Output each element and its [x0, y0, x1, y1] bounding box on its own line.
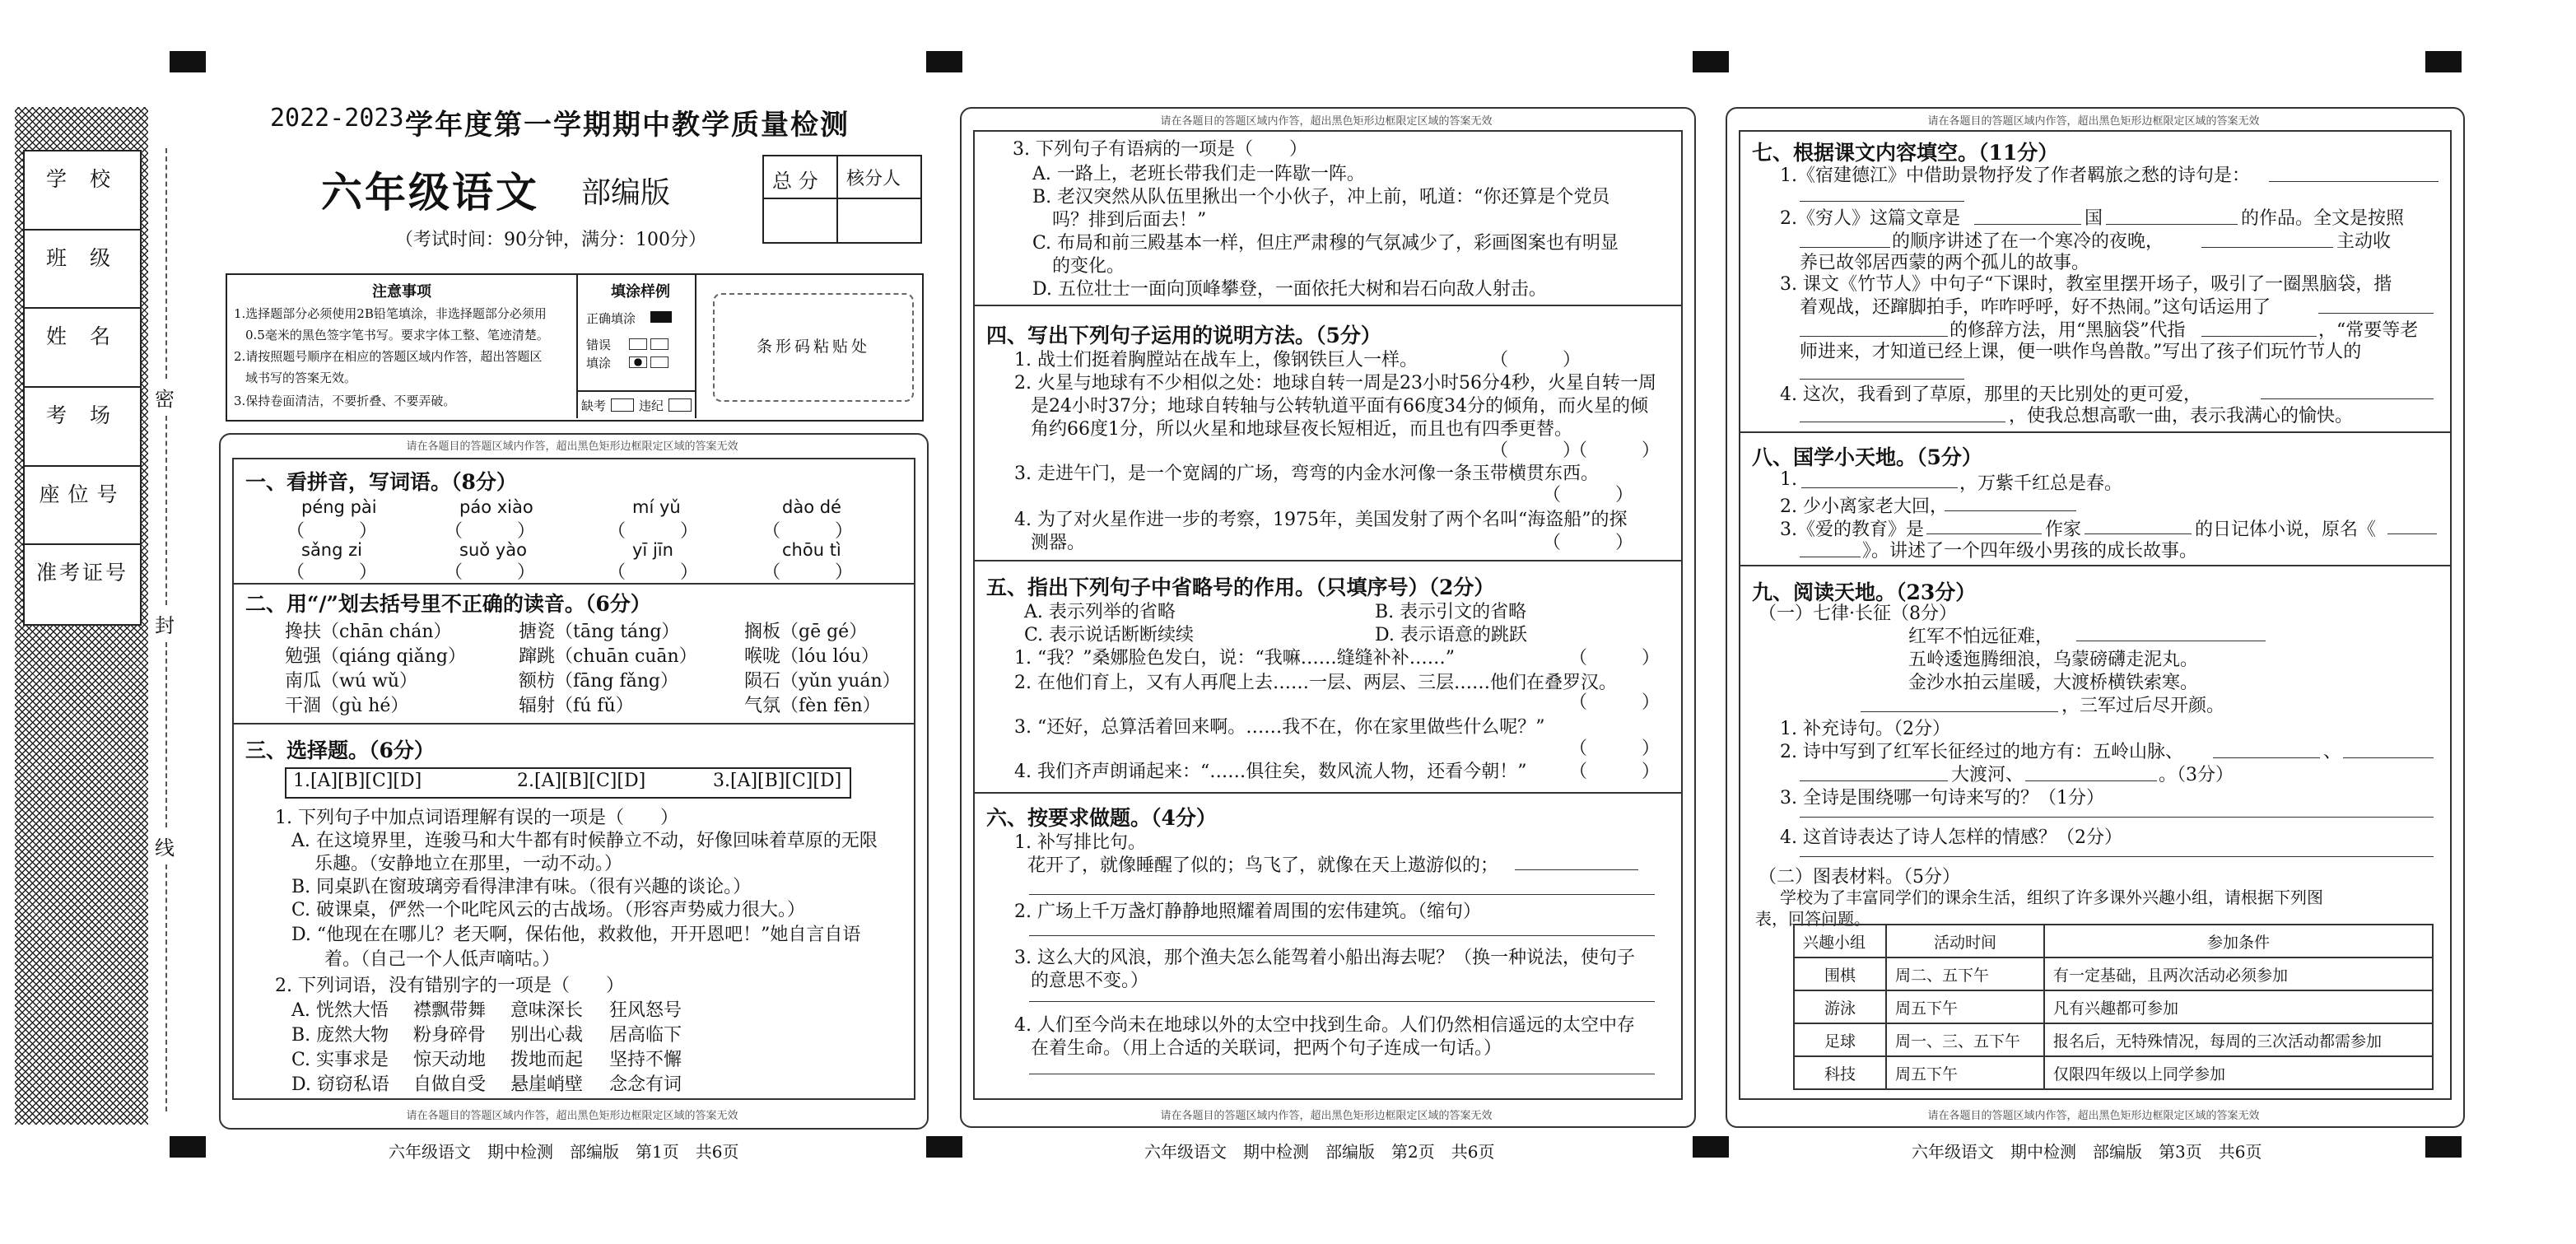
- answer-line[interactable]: [1800, 336, 1948, 337]
- answer-line[interactable]: [1029, 1001, 1655, 1002]
- answer-line[interactable]: [2025, 780, 2157, 781]
- seal-line: [165, 864, 167, 1111]
- score-checker-label: 核分人: [846, 169, 901, 189]
- seal-char-mi: 密: [155, 388, 175, 411]
- registration-mark: [2425, 51, 2462, 72]
- sec1-title: 一、看拼音，写词语。（8分）: [245, 470, 517, 494]
- answer-line[interactable]: [2387, 533, 2437, 534]
- sec8-title: 八、国学小天地。（5分）: [1752, 445, 1982, 469]
- sec9-sub2: （二）图表材料。（5分）: [1758, 867, 1960, 888]
- registration-mark: [2425, 1136, 2462, 1158]
- notice-box: [226, 273, 924, 422]
- header-year: 2022-2023: [270, 104, 404, 133]
- seal-char-xian: 线: [155, 836, 175, 860]
- answer-line[interactable]: [2201, 247, 2333, 248]
- interest-group-table: [1793, 924, 2434, 1090]
- answer-paren[interactable]: （ ）: [1490, 440, 1581, 461]
- answer-line[interactable]: [1800, 379, 1964, 380]
- header-title: 学年度第一学期期中教学质量检测: [405, 109, 850, 142]
- notice-line: 域书写的答案无效。: [245, 370, 357, 385]
- q2: 2. 下列词语，没有错别字的一项是（ ）: [275, 976, 624, 996]
- choice-3[interactable]: 3.[A][B][C][D]: [713, 771, 842, 791]
- score-box: [762, 155, 922, 244]
- answer-line[interactable]: [1800, 247, 1890, 248]
- answer-paren[interactable]: （ ）: [1543, 533, 1634, 553]
- field-seat: 座位号: [25, 467, 140, 546]
- answer-line[interactable]: [2106, 224, 2238, 225]
- answer-line[interactable]: [1515, 869, 1638, 870]
- q3: 3. 下列句子有语病的一项是（ ）: [1013, 139, 1307, 160]
- field-room: 考 场: [25, 388, 140, 467]
- table-row: 围棋 周二、五下午 有一定基础，且两次活动必须参加: [1794, 957, 2433, 990]
- sec6-title: 六、按要求做题。（4分）: [986, 806, 1217, 830]
- page1-area-note: 请在各题目的答题区域内作答，超出黑色矩形边框限定区域的答案无效: [406, 440, 738, 453]
- absent-label: 缺考: [581, 398, 607, 413]
- answer-line[interactable]: [1029, 894, 1655, 895]
- student-info-box: [23, 150, 142, 626]
- answer-line[interactable]: [2269, 181, 2439, 182]
- answer-paren[interactable]: （ ）: [762, 562, 854, 583]
- answer-line[interactable]: [1800, 201, 1964, 202]
- page3-footer: 六年级语文 期中检测 部编版 第3页 共6页: [1912, 1142, 2262, 1162]
- answer-line[interactable]: [1974, 224, 2081, 225]
- answer-paren[interactable]: （ ）: [1569, 440, 1661, 461]
- sec9-sub1: （一）七律·长征（8分）: [1758, 603, 1957, 624]
- answer-line[interactable]: [1861, 711, 2058, 712]
- q1: 1. 下列句子中加点词语理解有误的一项是（ ）: [275, 808, 678, 828]
- table-header: 兴趣小组: [1794, 925, 1886, 957]
- answer-paren[interactable]: （ ）: [608, 521, 699, 542]
- field-class: 班 级: [25, 231, 140, 310]
- fill-correct: 正确填涂: [586, 311, 636, 326]
- field-school: 学 校: [25, 151, 140, 231]
- notice-line: 0.5毫米的黑色签字笔书写。要求字体工整、笔迹清楚。: [245, 328, 549, 342]
- seal-line: [165, 642, 167, 827]
- registration-mark: [1693, 1136, 1729, 1158]
- answer-line[interactable]: [2343, 757, 2434, 758]
- registration-mark: [170, 51, 206, 72]
- score-total-label: 总 分: [772, 170, 818, 193]
- answer-paren[interactable]: （ ）: [286, 521, 378, 542]
- answer-line[interactable]: [1800, 780, 1948, 781]
- answer-line[interactable]: [2213, 757, 2320, 758]
- page1-footer: 六年级语文 期中检测 部编版 第1页 共6页: [389, 1142, 739, 1162]
- sec2-title: 二、用“/”划去括号里不正确的读音。（6分）: [245, 592, 651, 616]
- notice-line: 2.请按照题号顺序在相应的答题区域内作答，超出答题区: [234, 349, 543, 364]
- absent-box: [611, 398, 634, 412]
- notice-title: 注意事项: [372, 283, 431, 301]
- table-row: 科技 周五下午 仅限四年级以上同学参加: [1794, 1056, 2433, 1089]
- answer-line[interactable]: [1800, 817, 2434, 818]
- answer-paren[interactable]: （ ）: [1569, 762, 1661, 782]
- answer-line[interactable]: [2261, 398, 2434, 399]
- answer-paren[interactable]: （ ）: [762, 521, 854, 542]
- table-header: 活动时间: [1886, 925, 2044, 957]
- choice-2[interactable]: 2.[A][B][C][D]: [517, 771, 646, 791]
- field-exam-id: 准考证号: [35, 561, 128, 585]
- page2-area-note-bottom: 请在各题目的答题区域内作答，超出黑色矩形边框限定区域的答案无效: [1160, 1110, 1493, 1122]
- answer-paren[interactable]: （ ）: [1569, 692, 1661, 713]
- edition-label: 部编版: [581, 176, 671, 210]
- registration-mark: [1693, 51, 1729, 72]
- barcode-area: 条形码粘贴处: [713, 293, 914, 402]
- registration-mark: [926, 51, 962, 72]
- table-row: 游泳 周五下午 凡有兴趣都可参加: [1794, 990, 2433, 1023]
- sec7-title: 七、根据课文内容填空。（11分）: [1752, 141, 2059, 165]
- field-name: 姓 名: [25, 309, 140, 388]
- violation-box: [668, 398, 692, 412]
- sec3-title: 三、选择题。（6分）: [245, 738, 435, 762]
- answer-line[interactable]: [1945, 510, 2076, 511]
- page2-area-note: 请在各题目的答题区域内作答，超出黑色矩形边框限定区域的答案无效: [1160, 115, 1493, 128]
- notice-line: 3.保持卷面清洁，不要折叠、不要弄破。: [234, 394, 456, 408]
- fill-wrong: 错误填涂: [586, 338, 612, 370]
- answer-paren[interactable]: （ ）: [445, 521, 536, 542]
- choice-1[interactable]: 1.[A][B][C][D]: [293, 771, 422, 791]
- fill-correct-sample: [650, 311, 672, 323]
- answer-line[interactable]: [1926, 533, 2042, 534]
- subject-title: 六年级语文: [321, 168, 539, 217]
- seal-line: [165, 148, 167, 379]
- sec4-title: 四、写出下列句子运用的说明方法。（5分）: [986, 324, 1381, 347]
- answer-line[interactable]: [2201, 336, 2317, 337]
- notice-line: 1.选择题部分必须使用2B铅笔填涂，非选择题部分必须用: [234, 306, 547, 321]
- answer-line[interactable]: [2318, 313, 2434, 314]
- answer-paren[interactable]: （ ）: [1569, 648, 1661, 669]
- answer-line[interactable]: [2085, 533, 2192, 534]
- registration-mark: [926, 1136, 962, 1158]
- answer-paren[interactable]: （ ）: [608, 562, 699, 583]
- page3-area-note: 请在各题目的答题区域内作答，超出黑色矩形边框限定区域的答案无效: [1927, 115, 2260, 128]
- answer-paren[interactable]: （ ）: [1569, 738, 1661, 759]
- fill-title: 填涂样例: [611, 283, 670, 301]
- exam-info: （考试时间：90分钟，满分：100分）: [395, 230, 706, 250]
- answer-paren[interactable]: （ ）: [1543, 485, 1634, 506]
- sec9-title: 九、阅读天地。（23分）: [1752, 580, 1977, 604]
- page3-area-note-bottom: 请在各题目的答题区域内作答，超出黑色矩形边框限定区域的答案无效: [1927, 1110, 2260, 1122]
- answer-line[interactable]: [1029, 935, 1655, 936]
- sec5-title: 五、指出下列句子中省略号的作用。（只填序号）（2分）: [986, 575, 1495, 599]
- table-row: 足球 周一、三、五下午 报名后，无特殊情况，每周的三次活动都需参加: [1794, 1023, 2433, 1056]
- seal-char-feng: 封: [155, 614, 175, 637]
- registration-mark: [170, 1136, 206, 1158]
- violation-label: 违纪: [639, 398, 664, 413]
- page2-footer: 六年级语文 期中检测 部编版 第2页 共6页: [1144, 1142, 1495, 1162]
- answer-paren[interactable]: （ ）: [1490, 350, 1581, 370]
- table-header-row: [1794, 925, 2433, 957]
- table-header: 参加条件: [2044, 925, 2433, 957]
- page1-area-note-bottom: 请在各题目的答题区域内作答，超出黑色矩形边框限定区域的答案无效: [406, 1110, 738, 1122]
- answer-line[interactable]: [1801, 487, 1958, 488]
- seal-line: [165, 416, 167, 605]
- answer-paren[interactable]: （ ）: [286, 562, 378, 583]
- answer-paren[interactable]: （ ）: [445, 562, 536, 583]
- answer-line[interactable]: [1800, 856, 2434, 857]
- fill-wrong-sample: [629, 338, 668, 374]
